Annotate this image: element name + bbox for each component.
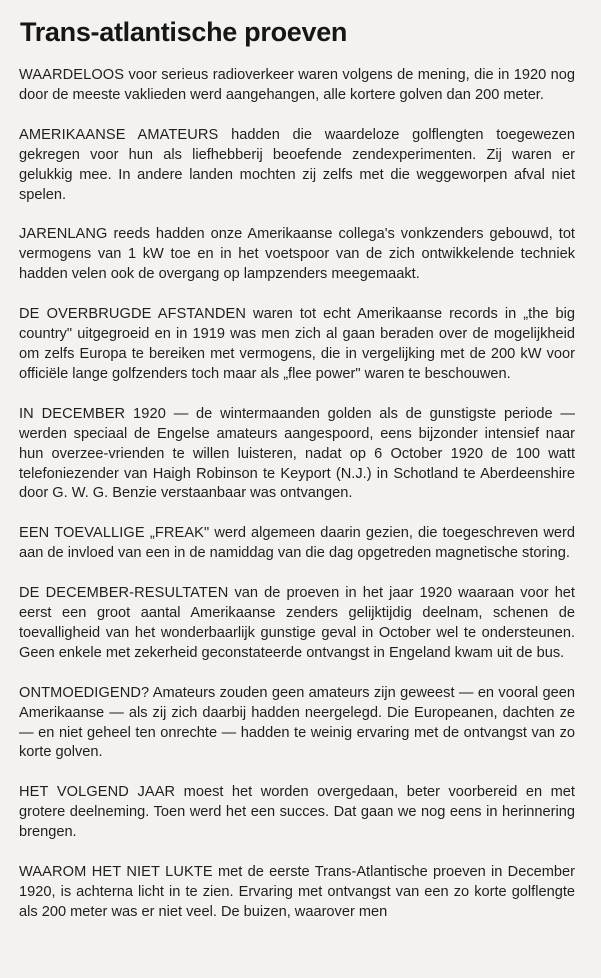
paragraph-3 bbox=[19, 225, 575, 285]
paragraph-5 bbox=[19, 405, 575, 505]
paragraph-lead: JARENLANG bbox=[19, 226, 108, 243]
paragraph-text: met de eerste Trans-Atlantische proeven in December 1920, is achterna licht in te zien. Ervaring met ontvangst van een zo korte golflengte als 200 meter was er niet veel. De buizen, waarover men bbox=[19, 864, 575, 920]
paragraph-text: reeds hadden onze Amerikaanse collega's vonkzenders gebouwd, tot vermogens van 1 kW toe en in het voetspoor van de zich ontwikkelende techniek hadden velen ook de overgang op lampzenders meegemaakt. bbox=[19, 226, 575, 283]
article-body bbox=[19, 66, 575, 923]
paragraph-10 bbox=[19, 863, 575, 923]
paragraph-lead: IN DECEMBER 1920 bbox=[19, 405, 166, 422]
paragraph-1 bbox=[19, 66, 575, 106]
paragraph-lead: HET VOLGEND JAAR bbox=[19, 784, 176, 801]
paragraph-text: waren tot echt Amerikaanse records in „the big country" uitgegroeid en in 1919 was men zich al gaan beraden over de mogelijkheid om zelfs Europa te bereiken met vermogens, die in vergelijking met de 200 kW voor officiële lange golfzenders toch maar als „flee power" waren te beschouwen. bbox=[19, 306, 575, 382]
paragraph-lead: ONTMOEDIGEND? bbox=[19, 684, 150, 701]
paragraph-lead: DE OVERBRUGDE AFSTANDEN bbox=[19, 306, 246, 323]
paragraph-9 bbox=[19, 783, 575, 843]
paragraph-lead: DE DECEMBER-RESULTATEN bbox=[19, 585, 229, 602]
paragraph-7 bbox=[19, 584, 575, 664]
paragraph-8 bbox=[19, 684, 575, 764]
paragraph-text: — de wintermaanden golden als de gunstigste periode — werden speciaal de Engelse amateurs aangespoord, eens bijzonder intensief naar hun overzee-vrienden te willen luisteren, nadat op 6 October 1920 de 100 watt telefoniezender van Haigh Robinson te Keyport (N.J.) in Schotland te Aberdeenshire door G. W. G. Benzie verstaanbaar was ontvangen. bbox=[19, 405, 575, 502]
paragraph-lead: WAARDELOOS bbox=[19, 67, 125, 83]
paragraph-text: hadden die waardeloze golflengten toegewezen gekregen voor hun als liefhebberij beoefende zendexperimenten. Zij waren er gelukkig mee. In andere landen mochten zij zelfs met die weggeworpen afval niet spelen. bbox=[19, 126, 575, 203]
paragraph-text: moest het worden overgedaan, beter voorbereid en met grotere deelneming. Toen werd het een succes. Dat gaan we nog eens in herinnering brengen. bbox=[19, 784, 575, 841]
paragraph-text: Amateurs zouden geen amateurs zijn geweest — en vooral geen Amerikaanse — als zij zich daarbij hadden neergelegd. Die Europeanen, dachten ze — en niet geheel ten onrechte — hadden te weinig ervaring met de ontvangst van zo korte golven. bbox=[19, 684, 575, 761]
paragraph-lead: EEN TOEVALLIGE „FREAK" bbox=[19, 525, 210, 542]
paragraph-4 bbox=[19, 305, 575, 385]
page-title: Trans-atlantische proeven bbox=[20, 17, 348, 47]
paragraph-lead: WAAROM HET NIET LUKTE bbox=[19, 864, 213, 881]
paragraph-text: voor serieus radioverkeer waren volgens de mening, die in 1920 nog door de meeste vaklieden werd aangehangen, alle kortere golven dan 200 meter. bbox=[19, 67, 575, 103]
paragraph-text: van de proeven in het jaar 1920 waaraan voor het eerst een groot aantal Amerikaanse zenders gelijktijdig deelnam, schenen de toevalligheid van het wonderbaarlijk gunstige geval in October wel te ondersteunen. Geen enkele met zekerheid geconstateerde ontvangst in Engeland kwam uit de bus. bbox=[19, 585, 575, 661]
paragraph-6 bbox=[19, 524, 575, 564]
paragraph-lead: AMERIKAANSE AMATEURS bbox=[19, 126, 219, 143]
paragraph-2 bbox=[19, 126, 575, 206]
paragraph-text: werd algemeen daarin gezien, die toegeschreven werd aan de invloed van een in de namiddag van die dag opgetreden magnetische storing. bbox=[19, 525, 575, 562]
